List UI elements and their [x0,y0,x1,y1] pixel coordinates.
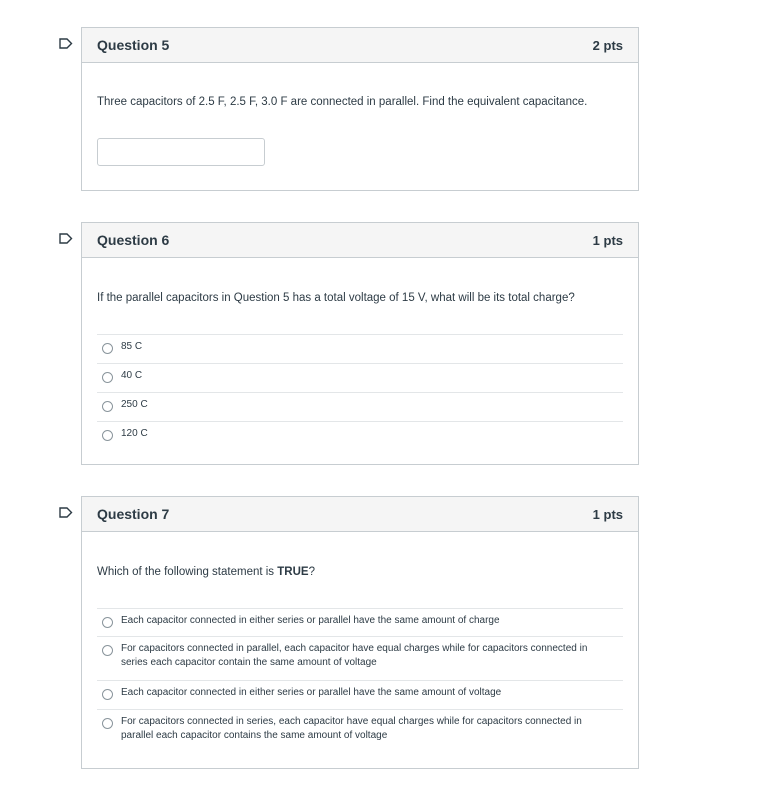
question-text: If the parallel capacitors in Question 5 has a total voltage of 15 V, what will be its total charge? [97,292,575,304]
question-5-card [81,27,639,191]
answer-label: 40 C [121,370,143,381]
answer-option[interactable] [97,680,623,709]
question-header [82,223,638,258]
radio-button[interactable] [102,401,113,412]
flag-icon[interactable] [59,233,73,244]
question-text-suffix: ? [308,566,315,578]
answer-option[interactable] [97,421,623,450]
answer-label: Each capacitor connected in either series or parallel have the same amount of charge [121,615,500,626]
answer-label: For capacitors connected in series, each capacitor have equal charges while for capacitors connected in parallel each capacitor contains the same amount of voltage [121,716,582,741]
question-points: 1 pts [592,506,623,522]
answer-option[interactable] [97,392,623,421]
answer-list [97,334,623,450]
question-header [82,497,638,532]
radio-button[interactable] [102,372,113,383]
radio-button[interactable] [102,430,113,441]
answer-label: 120 C [121,428,148,439]
question-text [97,566,315,578]
question-title: Question 5 [97,37,170,53]
answer-option[interactable] [97,334,623,363]
answer-label: 85 C [121,341,143,352]
answer-option[interactable] [97,636,623,680]
answer-option[interactable] [97,608,623,636]
radio-button[interactable] [102,718,113,729]
radio-button[interactable] [102,645,113,656]
answer-list [97,608,623,753]
question-header [82,28,638,63]
question-points: 2 pts [592,37,623,53]
answer-label: For capacitors connected in parallel, each capacitor have equal charges while for capacitors connected in series each capacitor contain the same amount of voltage [121,643,588,668]
answer-option[interactable] [97,363,623,392]
question-7-card [81,496,639,769]
question-text: Three capacitors of 2.5 F, 2.5 F, 3.0 F are connected in parallel. Find the equivalent capacitance. [97,96,588,108]
radio-button[interactable] [102,617,113,628]
answer-label: Each capacitor connected in either series or parallel have the same amount of voltage [121,687,502,698]
answer-option[interactable] [97,709,623,753]
question-text-emphasis: TRUE [277,566,309,578]
question-title: Question 6 [97,232,170,248]
question-text-prefix: Which of the following statement is [97,566,278,578]
question-points: 1 pts [592,232,623,248]
question-title: Question 7 [97,506,170,522]
answer-label: 250 C [121,399,148,410]
flag-icon[interactable] [59,507,73,518]
question-6-card [81,222,639,465]
radio-button[interactable] [102,689,113,700]
answer-input[interactable] [97,138,265,166]
flag-icon[interactable] [59,38,73,49]
radio-button[interactable] [102,343,113,354]
